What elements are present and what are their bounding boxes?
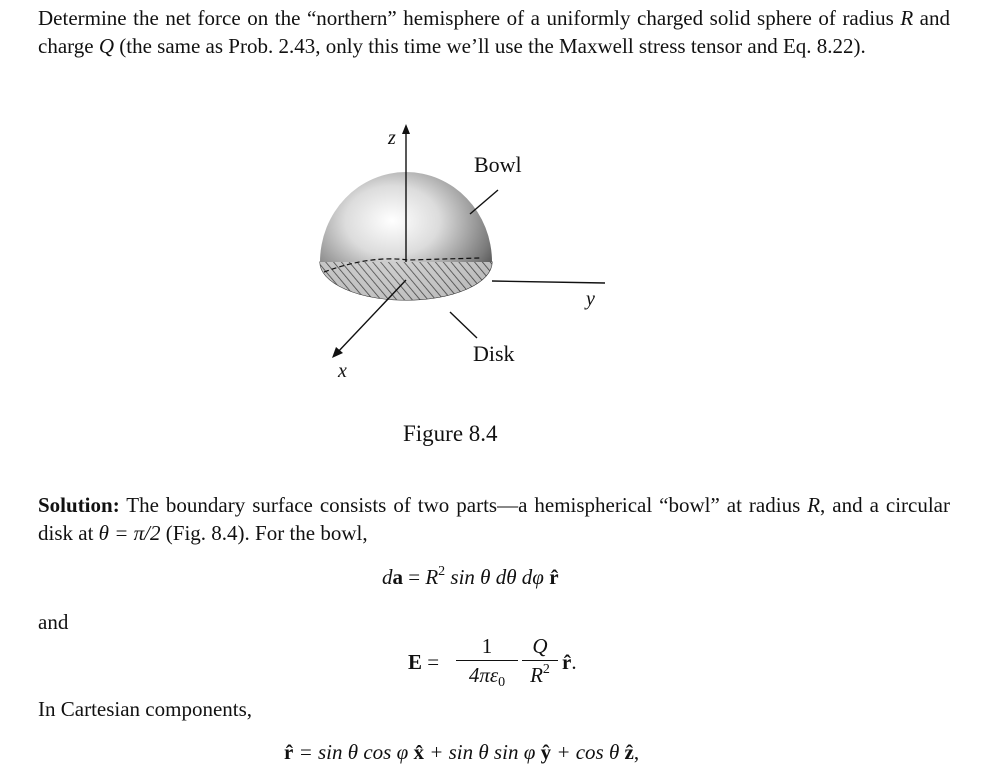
problem-text-3: (the same as Prob. 2.43, only this time we’ll use the Maxwell stress tensor and Eq. 8.22). xyxy=(114,34,866,58)
eq-rhat-yhat: ŷ xyxy=(540,740,552,764)
equation-rhat xyxy=(284,740,639,765)
eq-rhat-part1: = sin θ cos φ xyxy=(293,740,414,764)
solution-radius-symbol: R xyxy=(807,493,821,517)
eq-da-rhat: r̂ xyxy=(549,565,559,589)
eq-da-exponent: 2 xyxy=(438,564,446,579)
problem-statement xyxy=(38,4,950,60)
theta-condition: θ = π/2 xyxy=(98,521,161,545)
fraction-charge xyxy=(522,632,558,689)
x-axis-label: x xyxy=(338,360,347,382)
eq-E-period: . xyxy=(571,650,577,674)
eq-da-rest: sin θ dθ dφ xyxy=(445,565,550,589)
eq-rhat-comma: , xyxy=(633,740,640,764)
problem-text-1: Determine the net force on the “northern” hemisphere of a uniformly charged solid sphere of radius xyxy=(38,6,901,30)
fraction-coulomb xyxy=(456,632,518,689)
eq-rhat-part2: + sin θ sin φ xyxy=(423,740,541,764)
eq-rhat-zhat: ẑ xyxy=(624,740,634,764)
and-text: and xyxy=(38,610,69,634)
hemisphere-figure xyxy=(300,120,640,390)
eq-E-equals: = xyxy=(422,650,440,674)
eq-rhat-xhat: x̂ xyxy=(413,740,424,764)
fraction-charge-den-text: R xyxy=(530,663,543,687)
cartesian-text: In Cartesian components, xyxy=(38,697,253,721)
solution-text-1: The boundary surface consists of two parts—a hemispherical “bowl” at radius xyxy=(119,493,808,517)
eq-da-d: d xyxy=(382,565,393,589)
charge-symbol: Q xyxy=(98,34,114,58)
fraction-charge-den-exp: 2 xyxy=(542,662,550,677)
eq-rhat-part3: + cos θ xyxy=(551,740,625,764)
eq-E-tail xyxy=(562,650,577,675)
bowl-label: Bowl xyxy=(474,152,522,177)
y-axis-label: y xyxy=(586,288,595,310)
disk-label: Disk xyxy=(473,341,515,366)
fraction-coulomb-den-sub: 0 xyxy=(498,675,506,690)
eq-E-symbol: E xyxy=(408,650,423,674)
fraction-charge-numerator: Q xyxy=(532,634,548,658)
fraction-charge-denominator xyxy=(522,661,558,689)
solution-text-2: , and a circular disk at xyxy=(38,493,950,545)
figure-caption: Figure 8.4 xyxy=(403,421,498,446)
z-axis-label: z xyxy=(388,127,396,149)
solution-label: Solution: xyxy=(38,493,120,517)
equation-da xyxy=(382,565,559,590)
problem-text-2: and charge xyxy=(38,6,951,58)
eq-E-lhs xyxy=(408,650,439,675)
fraction-coulomb-denominator xyxy=(456,661,518,689)
y-axis xyxy=(492,281,605,283)
eq-E-rhat: r̂ xyxy=(562,650,572,674)
solution-paragraph xyxy=(38,491,950,547)
disk-leader xyxy=(450,312,477,338)
eq-da-R: R xyxy=(425,565,439,589)
z-axis-arrowhead xyxy=(402,124,410,134)
bowl-leader xyxy=(470,190,498,214)
solution-text-3: (Fig. 8.4). For the bowl, xyxy=(160,521,368,545)
fraction-coulomb-den-text: 4πε xyxy=(468,663,499,687)
radius-symbol: R xyxy=(900,6,914,30)
eq-da-a: a xyxy=(392,565,403,589)
fraction-coulomb-numerator: 1 xyxy=(481,634,493,658)
eq-rhat-lhs: r̂ xyxy=(284,740,294,764)
eq-da-equals: = xyxy=(403,565,426,589)
